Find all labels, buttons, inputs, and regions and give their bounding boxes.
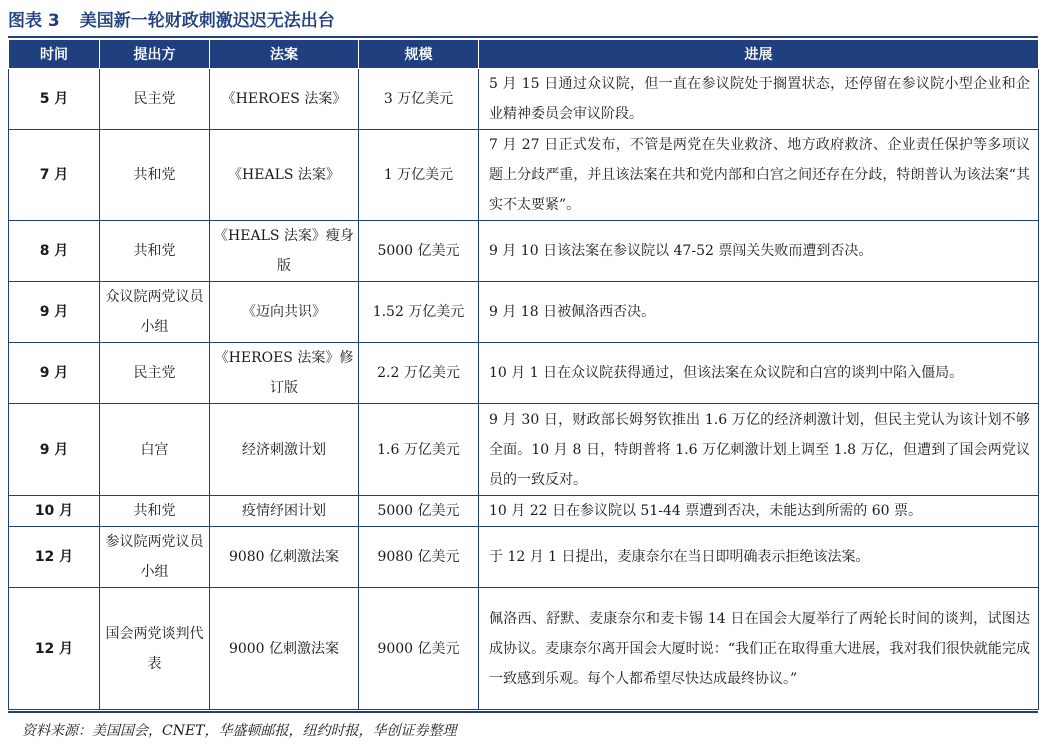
table-row	[9, 527, 1039, 588]
cell-time: 12 月	[9, 588, 100, 710]
cell-progress: 7 月 27 日正式发布，不管是两党在失业救济、地方政府救济、企业责任保护等多项议题上分歧严重，并且该法案在共和党内部和白宫之间还存在分歧，特朗普认为该法案“其实不太要紧”。	[479, 130, 1039, 221]
cell-scale: 1.6 万亿美元	[359, 404, 479, 496]
header-scale: 规模	[359, 40, 479, 69]
cell-time: 5 月	[9, 69, 100, 130]
cell-proposer: 国会两党谈判代表	[100, 588, 210, 710]
cell-progress: 于 12 月 1 日提出，麦康奈尔在当日即明确表示拒绝该法案。	[479, 527, 1039, 588]
cell-proposer: 参议院两党议员小组	[100, 527, 210, 588]
cell-progress: 9 月 10 日该法案在参议院以 47-52 票闯关失败而遭到否决。	[479, 221, 1039, 282]
cell-bill: 《HEROES 法案》修订版	[210, 343, 359, 404]
cell-bill: 疫情纾困计划	[210, 496, 359, 527]
cell-time: 9 月	[9, 343, 100, 404]
figure-title-text: 美国新一轮财政刺激迟迟无法出台	[79, 11, 335, 31]
table-row	[9, 69, 1039, 130]
cell-proposer: 共和党	[100, 130, 210, 221]
cell-scale: 5000 亿美元	[359, 496, 479, 527]
cell-time: 9 月	[9, 404, 100, 496]
cell-time: 8 月	[9, 221, 100, 282]
cell-progress: 9 月 18 日被佩洛西否决。	[479, 282, 1039, 343]
cell-bill: 9000 亿刺激法案	[210, 588, 359, 710]
cell-scale: 5000 亿美元	[359, 221, 479, 282]
cell-proposer: 民主党	[100, 69, 210, 130]
table-row	[9, 221, 1039, 282]
cell-scale: 9000 亿美元	[359, 588, 479, 710]
header-time: 时间	[9, 40, 100, 69]
table-row	[9, 130, 1039, 221]
cell-progress: 10 月 1 日在众议院获得通过，但该法案在众议院和白宫的谈判中陷入僵局。	[479, 343, 1039, 404]
cell-time: 7 月	[9, 130, 100, 221]
cell-bill: 9080 亿刺激法案	[210, 527, 359, 588]
cell-bill: 《HEALS 法案》	[210, 130, 359, 221]
cell-time: 10 月	[9, 496, 100, 527]
cell-progress: 9 月 30 日，财政部长姆努钦推出 1.6 万亿的经济刺激计划，但民主党认为该计划不够全面。10 月 8 日，特朗普将 1.6 万亿刺激计划上调至 1.8 万亿，但遭到了国会两党议员的一致反对。	[479, 404, 1039, 496]
cell-scale: 2.2 万亿美元	[359, 343, 479, 404]
table-row	[9, 282, 1039, 343]
cell-proposer: 白宫	[100, 404, 210, 496]
cell-bill: 《HEROES 法案》	[210, 69, 359, 130]
header-bill: 法案	[210, 40, 359, 69]
figure-label: 图表 3	[8, 11, 60, 31]
header-proposer: 提出方	[100, 40, 210, 69]
cell-proposer: 众议院两党议员小组	[100, 282, 210, 343]
cell-progress: 5 月 15 日通过众议院，但一直在参议院处于搁置状态，还停留在参议院小型企业和企业精神委员会审议阶段。	[479, 69, 1039, 130]
cell-scale: 9080 亿美元	[359, 527, 479, 588]
title-rule	[8, 36, 1038, 38]
cell-time: 9 月	[9, 282, 100, 343]
table-row	[9, 404, 1039, 496]
cell-scale: 1.52 万亿美元	[359, 282, 479, 343]
bill-progress-table	[8, 39, 1039, 710]
cell-proposer: 民主党	[100, 343, 210, 404]
cell-progress: 10 月 22 日在参议院以 51-44 票遭到否决，未能达到所需的 60 票。	[479, 496, 1039, 527]
table-row	[9, 343, 1039, 404]
table-header-row	[9, 40, 1039, 69]
table-row	[9, 588, 1039, 710]
cell-proposer: 共和党	[100, 221, 210, 282]
cell-bill: 《HEALS 法案》瘦身版	[210, 221, 359, 282]
cell-bill: 《迈向共识》	[210, 282, 359, 343]
cell-time: 12 月	[9, 527, 100, 588]
cell-scale: 1 万亿美元	[359, 130, 479, 221]
header-progress: 进展	[479, 40, 1039, 69]
cell-scale: 3 万亿美元	[359, 69, 479, 130]
bottom-rule	[8, 711, 1038, 713]
source-note: 资料来源：美国国会，CNET，华盛顿邮报，纽约时报，华创证券整理	[22, 723, 457, 739]
table-row	[9, 496, 1039, 527]
cell-bill: 经济刺激计划	[210, 404, 359, 496]
cell-progress: 佩洛西、舒默、麦康奈尔和麦卡锡 14 日在国会大厦举行了两轮长时间的谈判，试图达成协议。麦康奈尔离开国会大厦时说：“我们正在取得重大进展，我对我们很快就能完成一致感到乐观。每个人都希望尽快达成最终协议。”	[479, 588, 1039, 710]
figure-title	[8, 8, 335, 34]
cell-proposer: 共和党	[100, 496, 210, 527]
